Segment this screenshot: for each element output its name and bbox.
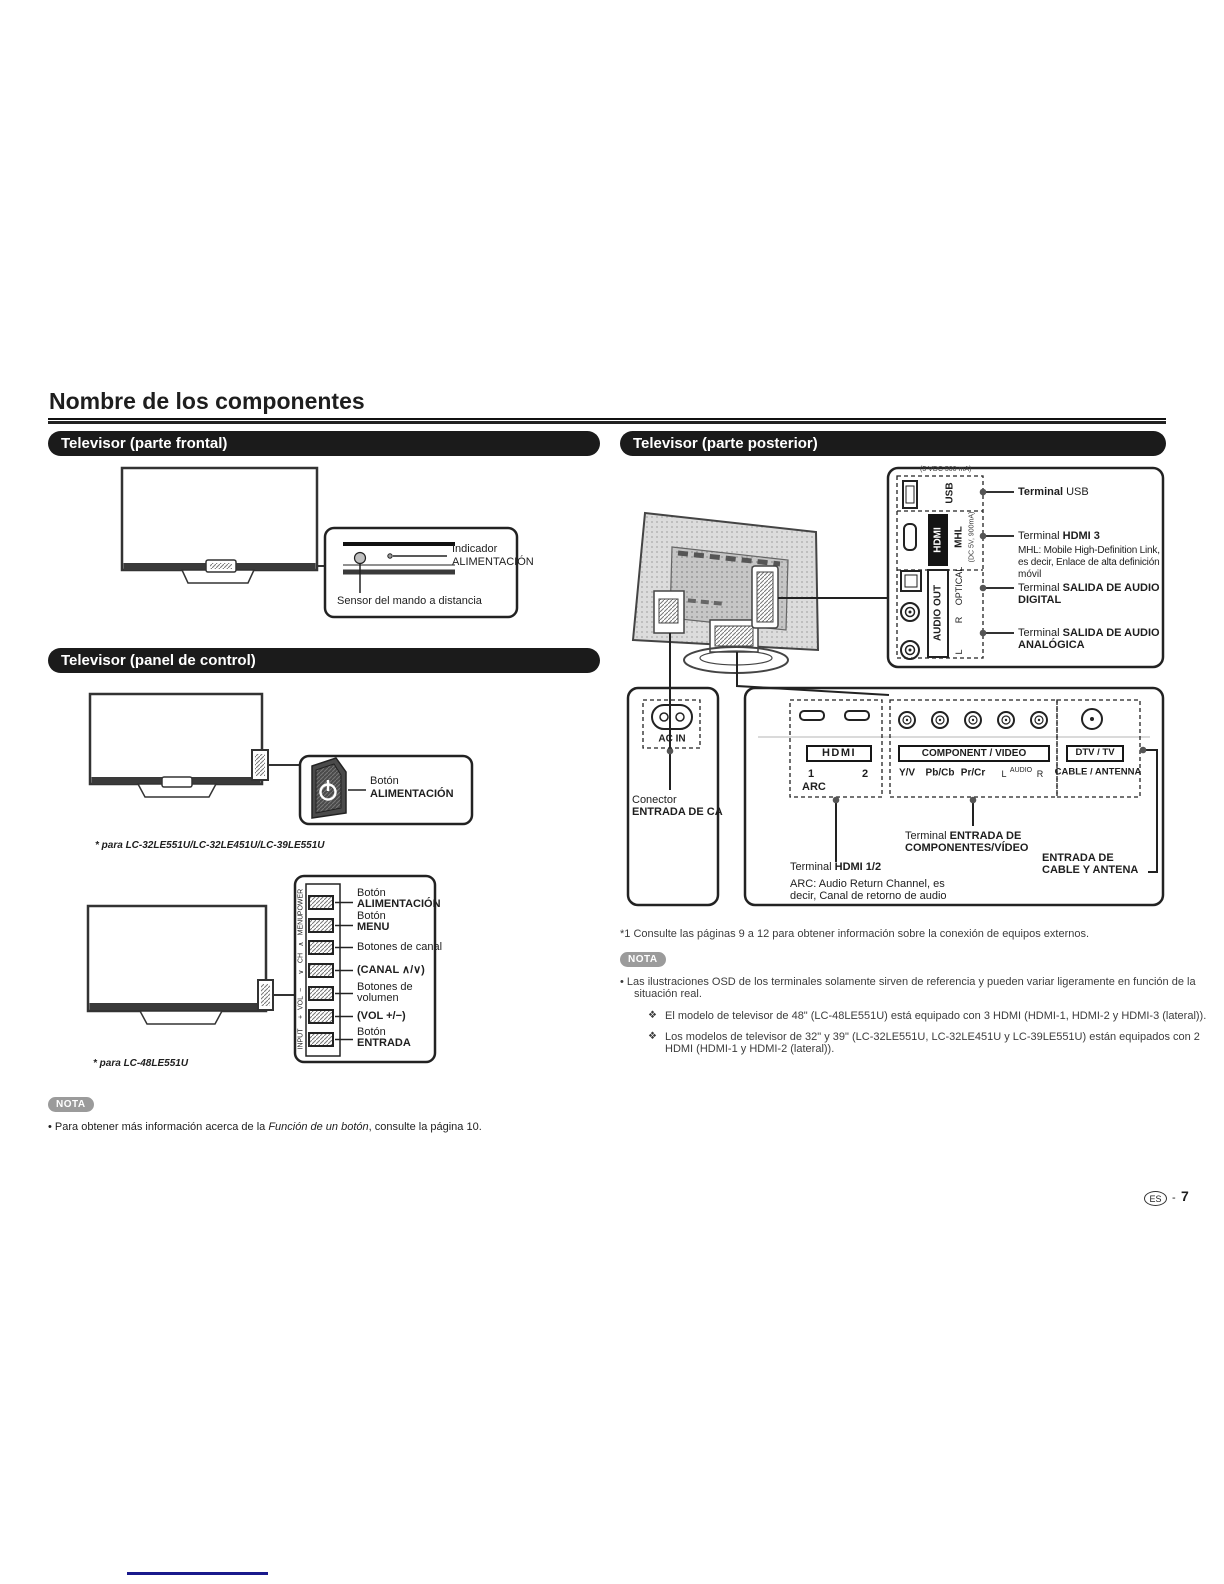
btn3-label: Botones de canal — [357, 941, 443, 953]
btn5-label-line1: Botones de — [357, 981, 413, 993]
power-button-label-line2: ALIMENTACIÓN — [370, 788, 454, 800]
remote-sensor-label: Sensor del mando a distancia — [337, 595, 482, 607]
title-rule — [48, 418, 1166, 424]
yv-label: Y/V — [898, 767, 916, 779]
diamond-glyph-1: ❖ — [648, 1010, 657, 1021]
right-note-bullet — [620, 976, 1196, 989]
btn4-label: (CANAL ∧/∨) — [357, 964, 425, 976]
audio-out-label: AUDIO OUT — [932, 584, 944, 642]
strip-menu-label: MENU — [297, 914, 305, 936]
terminal-analog-pre: Terminal — [1018, 627, 1063, 639]
diamond-item-2-line2: HDMI (HDMI-1 y HDMI-2 (lateral)). — [665, 1043, 835, 1055]
page-title: Nombre de los componentes — [49, 388, 365, 414]
strip-vol-label: VOL — [297, 995, 305, 1011]
models-note-small: * para LC-32LE551U/LC-32LE451U/LC-39LE551U — [95, 840, 325, 851]
terminal-analog-label-line2: ANALÓGICA — [1018, 639, 1085, 651]
strip-vol-minus-label: − — [297, 987, 305, 993]
left-note-text — [48, 1121, 482, 1134]
diamond-item-2-line1: Los modelos de televisor de 32" y 39" (LC-32LE551U, LC-32LE451U y LC-39LE551U) están equipados con 2 — [665, 1031, 1200, 1043]
strip-ch-label: CH — [297, 952, 305, 964]
ac-connector-label-line1: Conector — [632, 794, 677, 806]
indicator-label-line2: ALIMENTACIÓN — [452, 556, 534, 568]
nota-badge-right: NOTA — [620, 952, 666, 967]
footer-rule — [127, 1572, 268, 1575]
strip-ch-down-label: ∨ — [298, 969, 305, 975]
terminal-component-pre: Terminal — [905, 830, 950, 842]
mhl-spec-label: (DC 5V, 900mA) — [968, 511, 976, 563]
audio-word-label: AUDIO — [1009, 766, 1033, 774]
terminal-usb-bold: Terminal — [1018, 486, 1064, 498]
nota-badge-left: NOTA — [48, 1097, 94, 1112]
arc-desc-line2: decir, Canal de retorno de audio — [790, 890, 947, 902]
hdmi-port1-label: 1 — [808, 768, 815, 780]
cable-antenna-label: CABLE / ANTENNA — [1054, 766, 1142, 778]
mhl-desc-line3: móvil — [1018, 569, 1042, 580]
strip-power-label: POWER — [297, 888, 305, 916]
hdmi-logo-side: HDMI — [932, 527, 944, 553]
usb-port-label: USB — [944, 482, 956, 504]
lang-badge: ES — [1144, 1191, 1167, 1206]
strip-ch-up-label: ∧ — [298, 941, 305, 947]
hdmi-logo-plate-bottom: HDMI — [806, 745, 872, 762]
front-tv-drawing — [122, 468, 325, 583]
ac-connector-label-line2: ENTRADA DE CA — [632, 806, 723, 818]
terminal-analog-label-line1 — [1018, 627, 1160, 640]
models-note-large: * para LC-48LE551U — [93, 1058, 189, 1069]
mhl-desc-line1: MHL: Mobile High-Definition Link, — [1018, 545, 1160, 556]
audio-l-bottom-label: L — [1001, 768, 1007, 779]
indicator-label-line1: Indicador — [452, 543, 498, 555]
arc-desc-line1: ARC: Audio Return Channel, es — [790, 878, 945, 890]
btn2-label-line2: MENU — [357, 921, 390, 933]
terminal-hdmi12-bold: HDMI 1/2 — [834, 861, 882, 873]
control-tv1-drawing — [90, 694, 300, 797]
page-number-separator: - — [1172, 1192, 1176, 1204]
terminal-digital-pre: Terminal — [1018, 582, 1063, 594]
left-note-pre: Para obtener más información acerca de la — [54, 1121, 269, 1133]
btn7-label-line2: ENTRADA — [357, 1037, 411, 1049]
terminal-component-bold1: ENTRADA DE — [949, 830, 1022, 842]
diamond-glyph-2: ❖ — [648, 1031, 657, 1042]
audio-l-label: L — [954, 649, 964, 655]
terminal-digital-bold1: SALIDA DE AUDIO — [1062, 582, 1160, 594]
cable-antenna-input-label-line1: ENTRADA DE — [1042, 852, 1114, 864]
btn2-label-line1: Botón — [357, 910, 386, 922]
terminal-analog-bold1: SALIDA DE AUDIO — [1062, 627, 1160, 639]
right-note-line1: Las ilustraciones OSD de los terminales solamente sirven de referencia y pueden variar ligeramente en función de la — [626, 976, 1196, 988]
usb-spec-label: (5 VDC 500 mA) — [920, 466, 972, 473]
strip-input-label: INPUT — [297, 1028, 305, 1050]
terminal-usb-post: USB — [1063, 486, 1089, 498]
component-video-plate: COMPONENT / VIDEO — [898, 745, 1050, 762]
section-control-header: Televisor (panel de control) — [48, 648, 600, 673]
right-note-line2: situación real. — [634, 988, 702, 1000]
left-note-italic: Función de un botón — [268, 1121, 369, 1133]
btn1-label-line1: Botón — [357, 887, 386, 899]
bullet-glyph: • — [48, 1121, 52, 1133]
section-rear-header: Televisor (parte posterior) — [620, 431, 1166, 456]
control-tv2-drawing — [88, 906, 295, 1024]
left-note-post: , consulte la página 10. — [368, 1121, 482, 1133]
terminal-digital-label-line2: DIGITAL — [1018, 594, 1062, 606]
terminal-hdmi3-label — [1018, 530, 1100, 543]
ac-in-label: AC IN — [658, 733, 686, 745]
btn7-label-line1: Botón — [357, 1026, 386, 1038]
section-front-header: Televisor (parte frontal) — [48, 431, 600, 456]
hdmi-port2-label: 2 — [862, 768, 869, 780]
btn5-label-line2: volumen — [357, 992, 399, 1004]
footnote-ref1: *1 Consulte las páginas 9 a 12 para obtener información sobre la conexión de equipos externos. — [620, 928, 1090, 940]
terminal-digital-label-line1 — [1018, 582, 1160, 595]
diamond-item-1: El modelo de televisor de 48" (LC-48LE551U) está equipado con 3 HDMI (HDMI-1, HDMI-2 y HDMI-3 (lateral)). — [665, 1010, 1207, 1022]
mhl-desc-line2: es decir, Enlace de alta definición — [1018, 557, 1160, 568]
terminal-hdmi3-bold: HDMI 3 — [1062, 530, 1100, 542]
audio-r-label: R — [954, 616, 964, 624]
page-number: 7 — [1181, 1188, 1189, 1204]
bullet-glyph: • — [620, 976, 624, 988]
btn1-label-line2: ALIMENTACIÓN — [357, 898, 441, 910]
pbcb-label: Pb/Cb — [925, 767, 955, 779]
power-button-label-line1: Botón — [370, 775, 399, 787]
optical-label: OPTICAL — [954, 566, 964, 606]
arc-label: ARC — [802, 781, 826, 793]
terminal-hdmi3-pre: Terminal — [1018, 530, 1063, 542]
audio-r-bottom-label: R — [1036, 768, 1044, 779]
cable-antenna-input-label-line2: CABLE Y ANTENA — [1042, 864, 1139, 876]
btn6-label: (VOL +/−) — [357, 1010, 406, 1022]
terminal-component-label-line2: COMPONENTES/VÍDEO — [905, 842, 1029, 854]
dtv-tv-plate: DTV / TV — [1066, 745, 1124, 762]
terminal-hdmi12-pre: Terminal — [790, 861, 835, 873]
terminal-component-label-line1 — [905, 830, 1021, 843]
terminal-hdmi12-label — [790, 861, 881, 874]
terminal-usb-label — [1018, 486, 1089, 499]
mhl-label: MHL — [953, 526, 965, 548]
strip-vol-plus-label: + — [297, 1014, 305, 1020]
prcr-label: Pr/Cr — [960, 767, 986, 779]
